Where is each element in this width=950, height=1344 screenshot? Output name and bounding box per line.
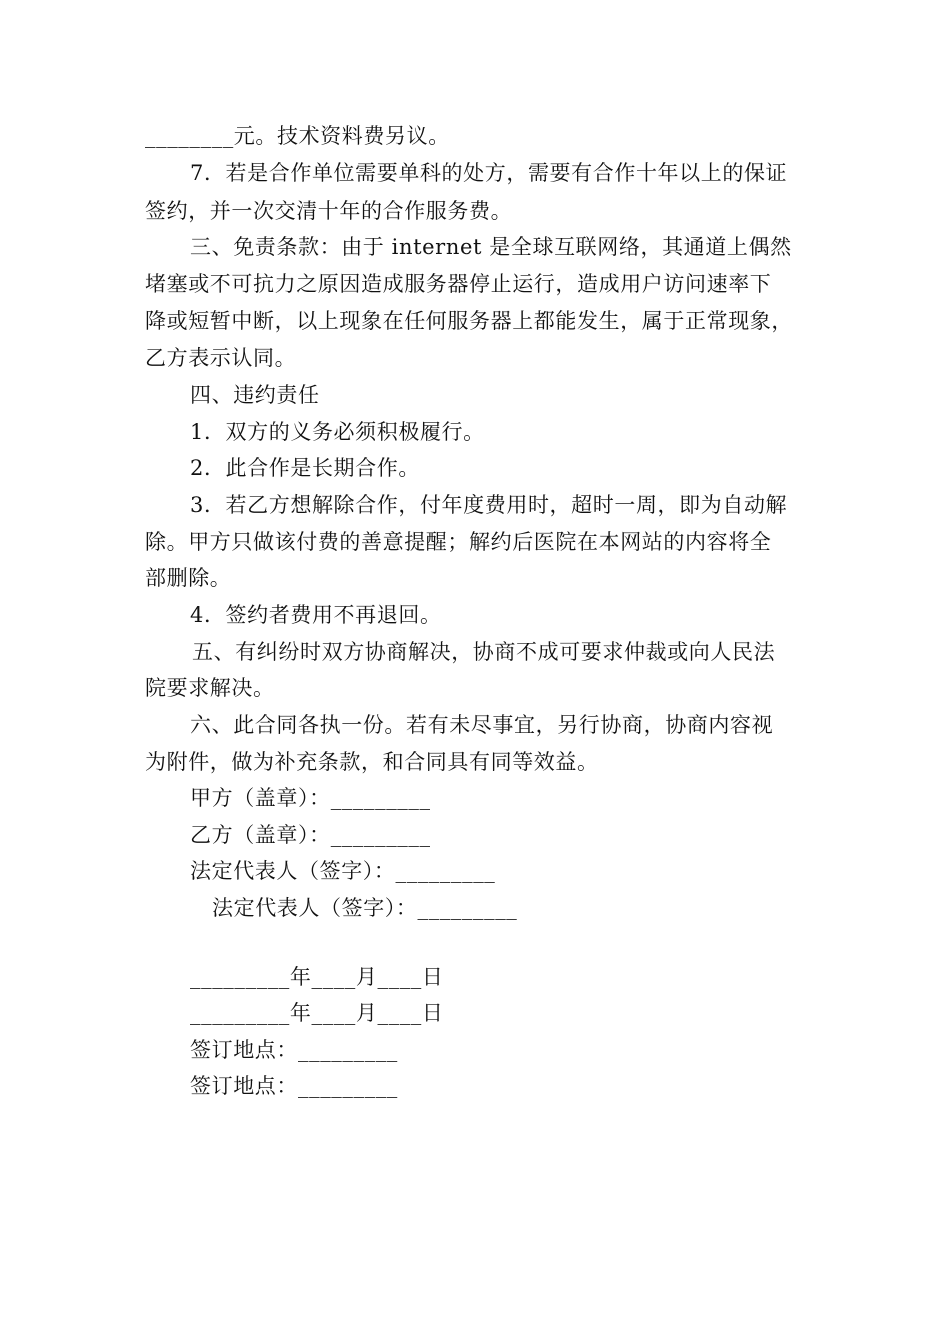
- text-line-2: 7．若是合作单位需要单科的处方，需要有合作十年以上的保证: [190, 161, 788, 185]
- text-line-5: 堵塞或不可抗力之原因造成服务器停止运行，造成用户访问速率下: [145, 272, 772, 296]
- text-line-11: 3．若乙方想解除合作，付年度费用时，超时一周，即为自动解: [190, 493, 788, 517]
- text-line-15: 五、有纠纷时双方协商解决，协商不成可要求仲裁或向人民法: [192, 640, 776, 664]
- party-b-seal-line: 乙方（盖章）：_________: [190, 823, 431, 847]
- section-heading-breach: 四、违约责任: [190, 383, 320, 407]
- text-line-1: ________元。技术资料费另议。: [145, 124, 450, 148]
- text-line-17: 六、此合同各执一份。若有未尽事宜，另行协商，协商内容视: [190, 713, 774, 737]
- text-line-9: 1．双方的义务必须积极履行。: [190, 420, 485, 444]
- text-line-12: 除。甲方只做该付费的善意提醒；解约后医院在本网站的内容将全: [145, 530, 772, 554]
- text-line-3: 签约，并一次交清十年的合作服务费。: [145, 199, 513, 223]
- text-line-10: 2．此合作是长期合作。: [190, 456, 420, 480]
- text-line-14: 4．签约者费用不再退回。: [190, 603, 442, 627]
- text-line-6: 降或短暂中断，以上现象在任何服务器上都能发生，属于正常现象，: [145, 309, 793, 333]
- date-line-b: _________年____月____日: [190, 1001, 444, 1025]
- party-a-seal-line: 甲方（盖章）：_________: [190, 786, 431, 810]
- legal-rep-a-signature-line: 法定代表人（签字）：_________: [190, 859, 496, 883]
- text-line-16: 院要求解决。: [145, 676, 275, 700]
- legal-rep-b-signature-line: 法定代表人（签字）：_________: [212, 896, 518, 920]
- text-line-13: 部删除。: [145, 566, 232, 590]
- text-line-7: 乙方表示认同。: [145, 346, 297, 370]
- signing-place-line-a: 签订地点：_________: [190, 1038, 398, 1062]
- signing-place-line-b: 签订地点：_________: [190, 1074, 398, 1098]
- text-line-18: 为附件，做为补充条款，和合同具有同等效益。: [145, 750, 599, 774]
- text-line-4: 三、免责条款：由于 internet 是全球互联网络，其通道上偶然: [190, 235, 792, 259]
- date-line-a: _________年____月____日: [190, 965, 444, 989]
